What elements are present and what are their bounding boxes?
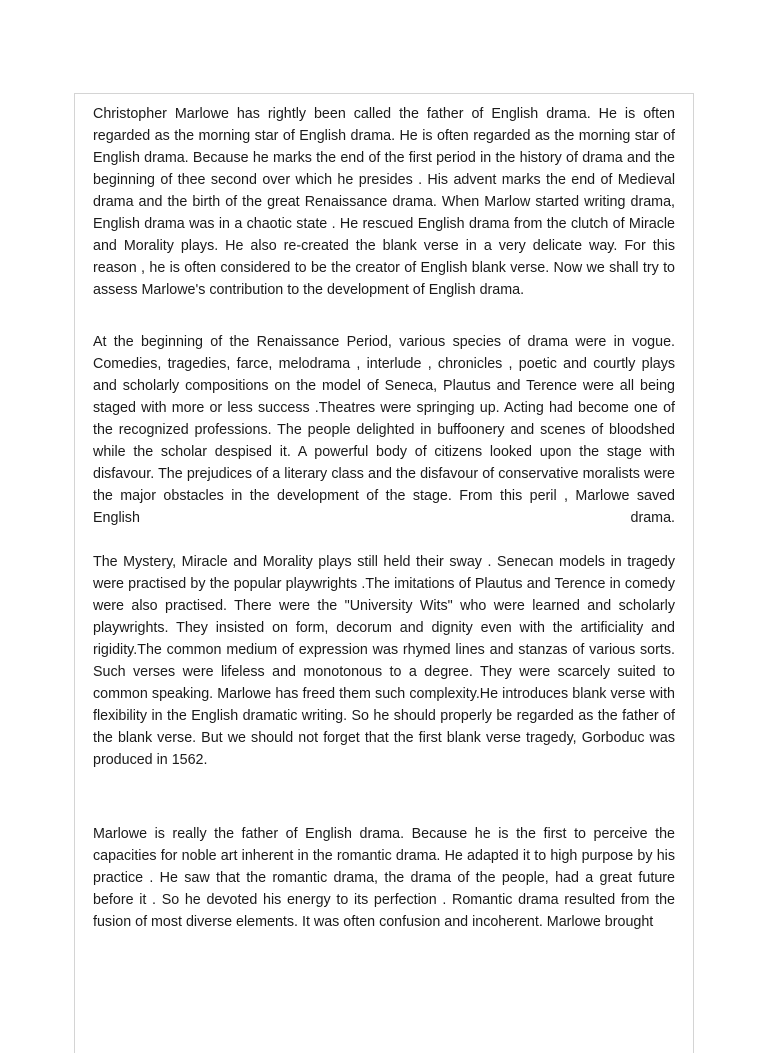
- document-body: [93, 103, 675, 933]
- paragraph-3: The Mystery, Miracle and Morality plays still held their sway . Senecan models in tragedy were practised by the popular playwrights .The imitations of Plautus and Terence in comedy were also practised. There were the "University Wits" who were learned and scholarly playwrights. They insisted on form, decorum and dignity even with the artificiality and rigidity.The common medium of expression was rhymed lines and stanzas of various sorts. Such verses were lifeless and monotonous to a degree. They were scarcely suited to common speaking. Marlowe has freed them such complexity.He introduces blank verse with flexibility in the English dramatic writing. So he should properly be regarded as the father of the blank verse. But we should not forget that the first blank verse tragedy, Gorboduc was produced in 1562.: [93, 554, 675, 768]
- paragraph-2: At the beginning of the Renaissance Period, various species of drama were in vogue. Comedies, tragedies, farce, melodrama , interlude , chronicles , poetic and courtly plays and scholarly compositions on the model of Seneca, Plautus and Terence were all being staged with more or less success .Theatres were springing up. Acting had become one of the recognized professions. The people delighted in buffoonery and scenes of bloodshed while the scholar despised it. A powerful body of citizens looked upon the stage with disfavour. The prejudices of a literary class and the disfavour of conservative moralists were the major obstacles in the development of the stage. From this peril , Marlowe saved English drama.: [93, 334, 675, 526]
- paragraph-1: Christopher Marlowe has rightly been called the father of English drama. He is often regarded as the morning star of English drama. He is often regarded as the morning star of English drama. Because he marks the end of the first period in the history of drama and the beginning of thee second over which he presides . His advent marks the end of Medieval drama and the birth of the great Renaissance drama. When Marlow started writing drama, English drama was in a chaotic state . He rescued English drama from the clutch of Miracle and Morality plays. He also re-created the blank verse in a very delicate way. For this reason , he is often considered to be the creator of English blank verse. Now we shall try to assess Marlowe's contribution to the development of English drama.: [93, 106, 675, 298]
- paragraph-4: Marlowe is really the father of English drama. Because he is the first to perceive the capacities for noble art inherent in the romantic drama. He adapted it to high purpose by his practice . He saw that the romantic drama, the drama of the people, had a great future before it . So he devoted his energy to its perfection . Romantic drama resulted from the fusion of most diverse elements. It was often confusion and incoherent. Marlowe brought: [93, 826, 675, 930]
